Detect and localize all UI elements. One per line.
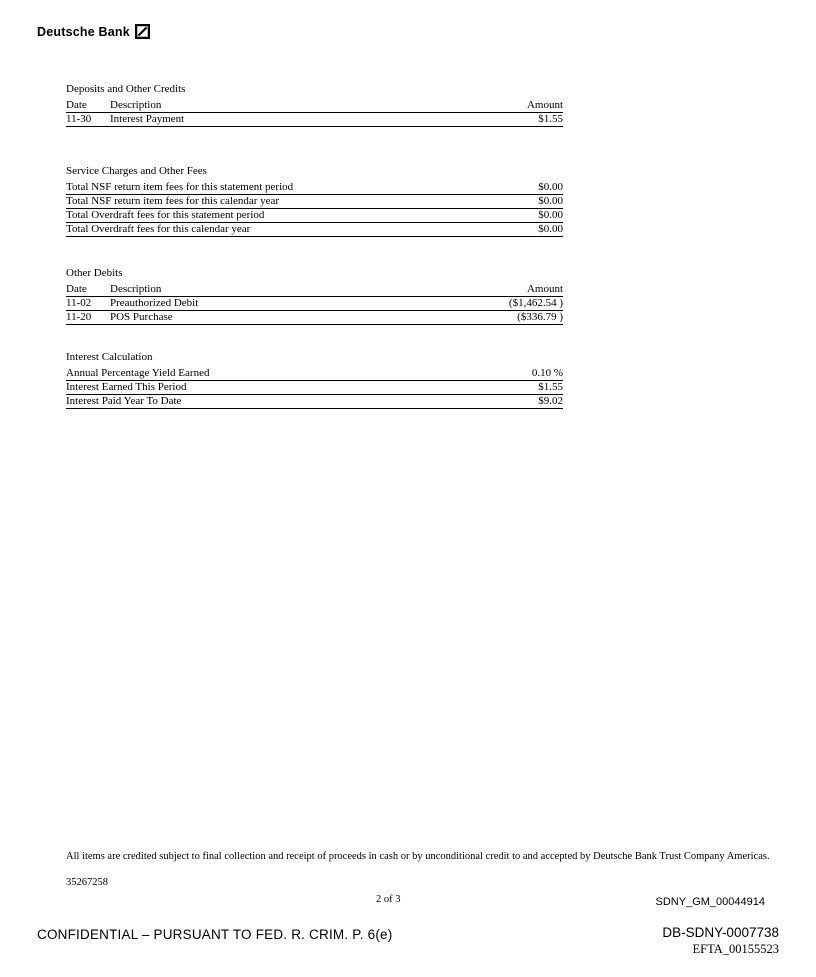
interest-label: Interest Paid Year To Date: [66, 395, 182, 407]
amount-cell: ($336.79 ): [517, 311, 563, 323]
fee-label: Total NSF return item fees for this statement period: [66, 181, 294, 193]
interest-amount: $9.02: [538, 395, 563, 407]
table-row: [66, 113, 563, 127]
amount-cell: ($1,462.54 ): [508, 297, 563, 309]
description-column-header: Description: [110, 99, 162, 111]
table-row: [66, 367, 563, 381]
fee-amount: $0.00: [538, 209, 563, 221]
fee-amount: $0.00: [538, 195, 563, 207]
date-column-header: Date: [66, 99, 87, 111]
table-row: [66, 195, 563, 209]
date-cell: 11-30: [66, 113, 92, 125]
interest-section-title: Interest Calculation: [66, 351, 153, 363]
table-row: [66, 311, 563, 325]
fee-label: Total NSF return item fees for this calendar year: [66, 195, 280, 207]
fees-section: [66, 165, 563, 237]
fee-amount: $0.00: [538, 223, 563, 235]
interest-section: [66, 351, 563, 409]
description-cell: Interest Payment: [110, 113, 185, 125]
fee-amount: $0.00: [538, 181, 563, 193]
date-cell: 11-20: [66, 311, 92, 323]
interest-label: Annual Percentage Yield Earned: [66, 367, 210, 379]
table-row: [66, 381, 563, 395]
deposits-section-title: Deposits and Other Credits: [66, 83, 186, 95]
debits-section-title: Other Debits: [66, 267, 123, 279]
statement-reference-number: 35267258: [66, 877, 108, 888]
bates-number-db-sdny: DB-SDNY-0007738: [662, 925, 779, 940]
table-row: [66, 297, 563, 311]
table-row: [66, 395, 563, 409]
table-row: [66, 181, 563, 195]
debits-header-row: [66, 283, 563, 297]
deutsche-bank-logo-icon: [135, 24, 150, 39]
date-cell: 11-02: [66, 297, 92, 309]
confidentiality-notice: CONFIDENTIAL – PURSUANT TO FED. R. CRIM. P. 6(e): [37, 927, 393, 942]
table-row: [66, 223, 563, 237]
fee-label: Total Overdraft fees for this statement period: [66, 209, 265, 221]
deutsche-bank-logo: [37, 24, 150, 39]
fees-section-title: Service Charges and Other Fees: [66, 165, 207, 177]
amount-column-header: Amount: [526, 283, 563, 295]
debits-section: [66, 267, 563, 325]
deutsche-bank-logo-text: Deutsche Bank: [37, 24, 130, 39]
credit-disclaimer-text: All items are credited subject to final collection and receipt of proceeds in cash or by unconditional credit to and accepted by Deutsche Bank Trust Company Americas.: [66, 851, 770, 862]
bates-number-sdny-gm: SDNY_GM_00044914: [655, 896, 765, 908]
interest-amount: $1.55: [538, 381, 563, 393]
amount-column-header: Amount: [526, 99, 563, 111]
amount-cell: $1.55: [538, 113, 563, 125]
date-column-header: Date: [66, 283, 87, 295]
interest-label: Interest Earned This Period: [66, 381, 187, 393]
bates-number-efta: EFTA_00155523: [692, 942, 779, 956]
page-indicator: 2 of 3: [376, 894, 401, 905]
deposits-section: [66, 83, 563, 127]
description-cell: POS Purchase: [110, 311, 173, 323]
deposits-header-row: [66, 99, 563, 113]
description-cell: Preauthorized Debit: [110, 297, 199, 309]
description-column-header: Description: [110, 283, 162, 295]
table-row: [66, 209, 563, 223]
interest-amount: 0.10 %: [531, 367, 563, 379]
fee-label: Total Overdraft fees for this calendar year: [66, 223, 251, 235]
